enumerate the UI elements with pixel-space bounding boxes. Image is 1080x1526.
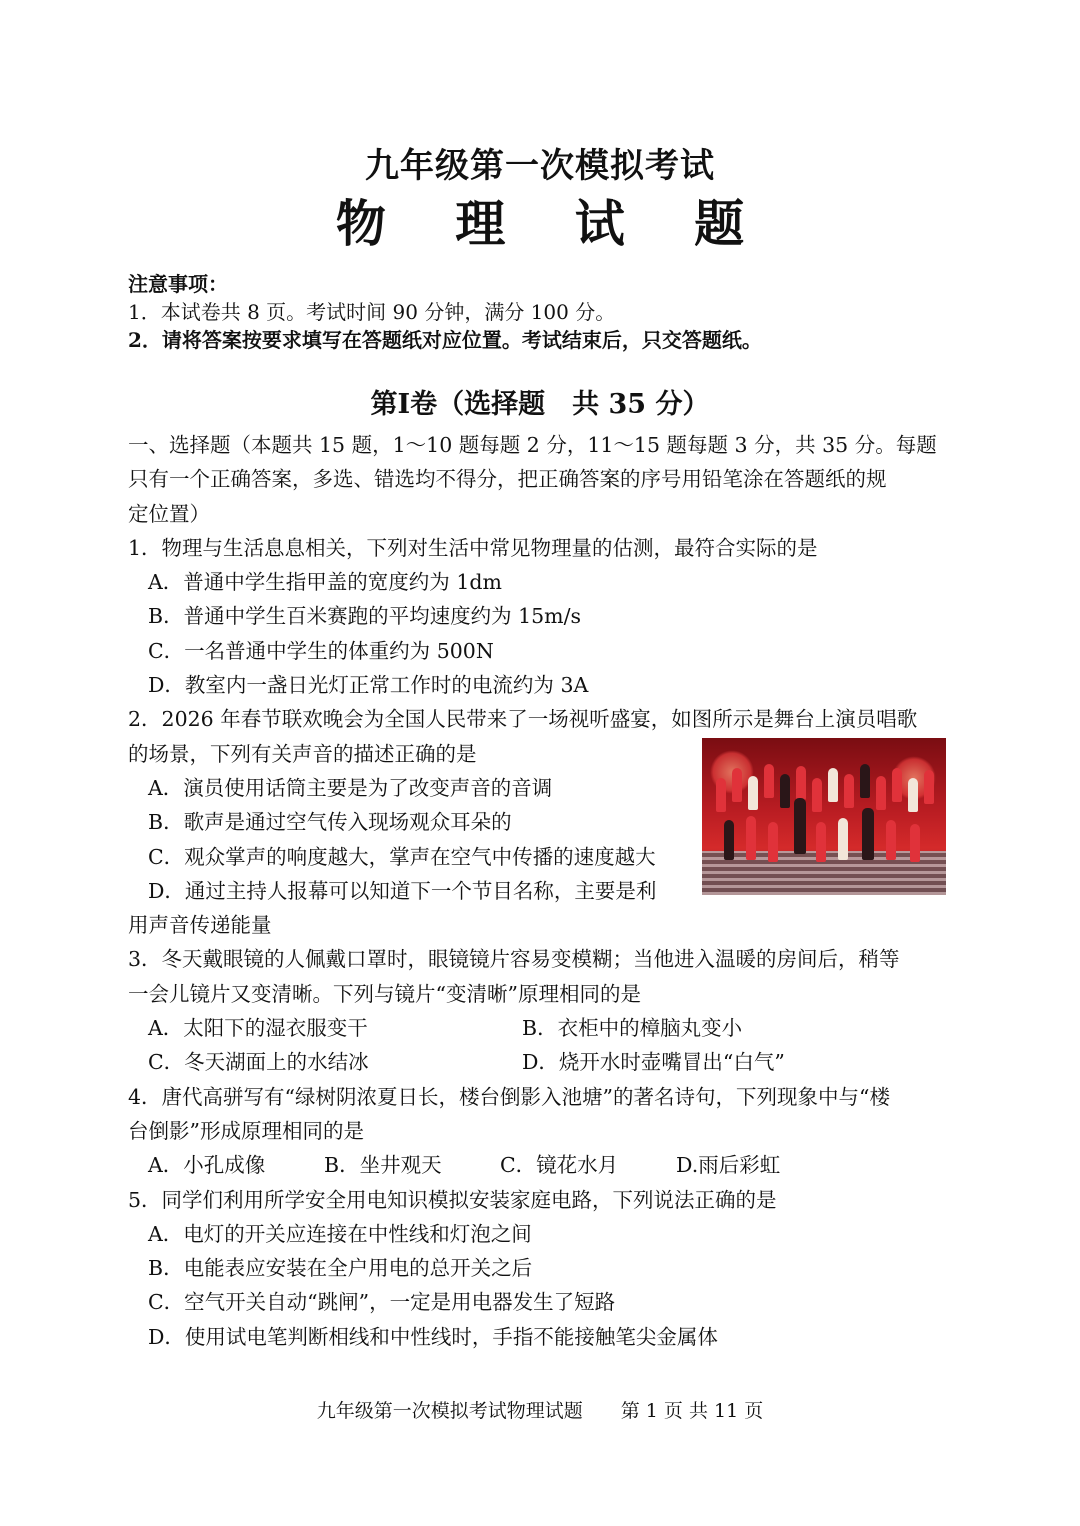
q3-option-d: D．烧开水时壶嘴冒出“白气”: [522, 1050, 785, 1075]
q4-stem-line: 4．唐代高骈写有“绿树阴浓夏日长，楼台倒影入池塘”的著名诗句，下列现象中与“楼: [128, 1084, 890, 1109]
q5-option-b: B．电能表应安装在全户用电的总开关之后: [148, 1256, 533, 1281]
stage-performance-photo: [702, 738, 946, 895]
performer-figure: [794, 798, 806, 854]
performer-figure: [746, 816, 756, 860]
section-intro-line: 定位置）: [128, 501, 210, 526]
performer-figure: [724, 820, 734, 860]
performer-figure: [876, 776, 886, 810]
q4-options-row: [128, 1148, 958, 1182]
performer-figure: [862, 808, 874, 860]
q3-options-row: [128, 1045, 958, 1079]
q3-option-b: B．衣柜中的樟脑丸变小: [522, 1016, 743, 1041]
performer-figure: [924, 770, 934, 804]
performer-figure: [764, 764, 774, 798]
section-intro-line: 一、选择题（本题共 15 题，1～10 题每题 2 分，11～15 题每题 3 分，共 35 分。每题: [128, 433, 937, 457]
q1-option-a: A．普通中学生指甲盖的宽度约为 1dm: [148, 570, 502, 595]
performer-figure: [748, 776, 758, 810]
q2-option-b: B．歌声是通过空气传入现场观众耳朵的: [148, 810, 512, 835]
performer-figure: [732, 768, 742, 802]
performer-figure: [892, 768, 902, 802]
question-body: [128, 428, 958, 1354]
page-footer: 九年级第一次模拟考试物理试题 第 1 页 共 11 页: [316, 1400, 764, 1422]
q2-option-c: C．观众掌声的响度越大，掌声在空气中传播的速度越大: [148, 844, 656, 869]
q5-option-c: C．空气开关自动“跳闸”，一定是用电器发生了短路: [148, 1290, 616, 1315]
q3-stem-line: 一会儿镜片又变清晰。下列与镜片“变清晰”原理相同的是: [128, 981, 641, 1006]
q4-stem-line: 台倒影”形成原理相同的是: [128, 1118, 364, 1143]
section-intro-line: 只有一个正确答案，多选、错选均不得分，把正确答案的序号用铅笔涂在答题纸的规: [128, 467, 887, 492]
q2-stem-line: 2．2026 年春节联欢晚会为全国人民带来了一场视听盛宴，如图所示是舞台上演员唱歌: [128, 707, 918, 732]
q2-option-d-continued: 用声音传递能量: [128, 913, 272, 938]
q5-option-a: A．电灯的开关应连接在中性线和灯泡之间: [148, 1221, 532, 1246]
performer-figure: [812, 778, 822, 812]
q4-option-b: B．坐井观天: [324, 1153, 442, 1178]
q5-stem: 5．同学们利用所学安全用电知识模拟安装家庭电路，下列说法正确的是: [128, 1187, 777, 1212]
section-title: 第Ⅰ卷（选择题 共 35 分）: [370, 389, 710, 420]
notice-heading: 注意事项：: [128, 272, 228, 296]
q4-option-a: A．小孔成像: [148, 1153, 266, 1178]
performer-figure: [844, 774, 854, 808]
q3-stem-line: 3．冬天戴眼镜的人佩戴口罩时，眼镜镜片容易变模糊；当他进入温暖的房间后，稍等: [128, 947, 900, 972]
q3-option-c: C．冬天湖面上的水结冰: [148, 1050, 369, 1075]
q5-option-d: D．使用试电笔判断相线和中性线时，手指不能接触笔尖金属体: [148, 1324, 718, 1349]
performer-figure: [908, 778, 918, 812]
notice-item: 1．本试卷共 8 页。考试时间 90 分钟，满分 100 分。: [128, 300, 616, 324]
performer-figure: [828, 768, 838, 802]
performer-figure: [796, 766, 806, 800]
performer-figure: [838, 818, 848, 860]
q4-option-d: D.雨后彩虹: [676, 1153, 781, 1178]
performer-figure: [860, 764, 870, 798]
performer-figure: [816, 822, 826, 862]
subject-title: 物 理 试 题: [335, 194, 771, 253]
q1-option-d: D．教室内一盏日光灯正常工作时的电流约为 3A: [148, 673, 589, 698]
q2-stem-line: 的场景，下列有关声音的描述正确的是: [128, 741, 477, 766]
q2-option-d: D．通过主持人报幕可以知道下一个节目名称，主要是利: [148, 878, 657, 903]
performer-figure: [768, 822, 778, 862]
notice-block: [128, 270, 958, 354]
performer-figure: [910, 824, 920, 862]
performer-figure: [886, 820, 896, 860]
q3-option-a: A．太阳下的湿衣服变干: [148, 1016, 368, 1041]
exam-title: 九年级第一次模拟考试: [365, 146, 715, 186]
q2-option-a: A．演员使用话筒主要是为了改变声音的音调: [148, 775, 553, 800]
q4-option-c: C．镜花水月: [500, 1153, 619, 1178]
performer-figure: [780, 774, 790, 808]
notice-item: 2．请将答案按要求填写在答题纸对应位置。考试结束后，只交答题纸。: [128, 328, 762, 352]
performer-figure: [716, 778, 726, 812]
q1-option-c: C．一名普通中学生的体重约为 500N: [148, 638, 494, 663]
q1-option-b: B．普通中学生百米赛跑的平均速度约为 15m/s: [148, 604, 582, 629]
q3-options-row: [128, 1011, 958, 1045]
q1-stem: 1．物理与生活息息相关，下列对生活中常见物理量的估测，最符合实际的是: [128, 535, 818, 560]
